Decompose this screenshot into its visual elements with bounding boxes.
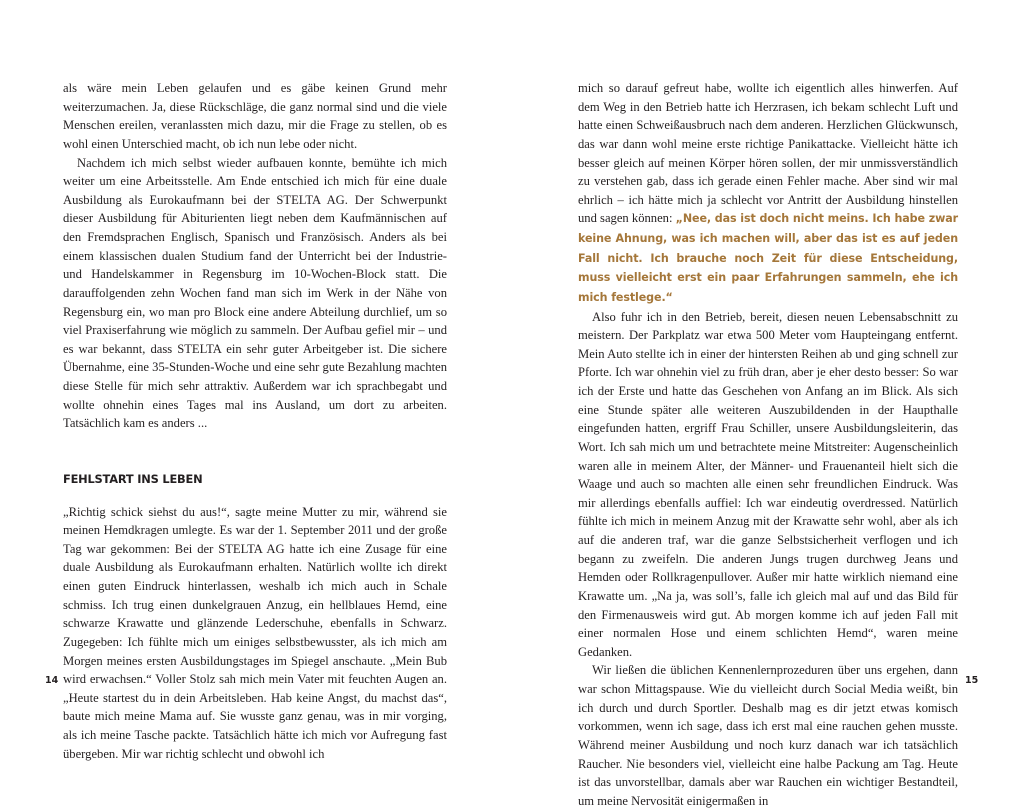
section-heading: FEHLSTART INS LEBEN (63, 471, 203, 486)
page-number: 15 (965, 675, 979, 686)
right-text-column (578, 79, 958, 810)
paragraph: Wir ließen die üblichen Kennenlernprozeduren über uns ergehen, dann war schon Mittagspause. Wie du vielleicht durch Social Media weißt, bin ich durch und durch Sportler. Deshalb mag es dir jetzt etwas komisch vorkommen, wenn ich sage, dass ich erst mal eine rauchen gehen musste. Während meiner Ausbildung und noch kurz danach war ich tatsächlich Raucher. Nie besonders viel, vielleicht eine halbe Packung am Tag. Heute ist das unvorstellbar, damals aber war Rauchen ein wichtiger Bestandteil, um meine Nervosität einigermaßen in (578, 663, 958, 808)
page-number: 14 (45, 675, 59, 686)
paragraph (578, 79, 958, 308)
left-page (0, 0, 510, 761)
paragraph: Nachdem ich mich selbst wieder aufbauen konnte, bemühte ich mich weiter um eine Arbeitsstelle. Am Ende entschied ich mich für eine duale Ausbildung als Eurokaufmann bei der STELTA AG. Der Schwerpunkt dieser Ausbildung für Abiturienten liegt neben dem Kaufmännischen auf den Fremdsprachen Englisch, Spanisch und Französisch. Anders als bei einem klassischen dualen Studium fand der Unterricht bei der Industrie- und Handelskammer in Regensburg im 10-Wochen-Block statt. Die darauffolgenden zehn Wochen fand man sich im Werk in der Nähe von Regensburg ein, wo man pro Block eine andere Abteilung durchlief, um so viel Praxiserfahrung wie möglich zu sammeln. Der Aufbau gefiel mir – und es war bekannt, dass STELTA ein sehr guter Arbeitgeber ist. Die sichere Übernahme, eine 35-Stunden-Woche und eine sehr gute Bezahlung machten diese Stelle für mich sehr attraktiv. Außerdem war ich sprachbegabt und wollte ohnehin eines Tages mal ins Ausland, um dort zu arbeiten. Tatsächlich kam es anders ... (63, 155, 448, 431)
paragraph: als wäre mein Leben gelaufen und es gäbe keinen Grund mehr weiterzumachen. Ja, diese Rückschläge, die ganz normal sind und die viele Menschen ereilen, veranlassten mich dazu, mir die Frage zu stellen, ob es wohl einen Unterschied macht, ob ich nun lebe oder nicht. (63, 81, 447, 151)
spacer (63, 433, 447, 470)
highlighted-quote: „Nee, das ist doch nicht meins. Ich habe zwar keine Ahnung, was ich machen will, aber das ist es auf jeden Fall nicht. Ich brauche noch Zeit für diese Entscheidung, muss vielleicht erst ein paar Erfahrungen sammeln, ehe ich mich festlege.“ (578, 212, 958, 304)
paragraph: „Richtig schick siehst du aus!“, sagte meine Mutter zu mir, während sie meinen Hemdkragen umlegte. Es war der 1. September 2011 und der große Tag war gekommen: Bei der STELTA AG hatte ich eine Zusage für eine duale Ausbildung als Eurokaufmann erhalten. Natürlich wollte ich direkt einen guten Eindruck hinterlassen, weshalb ich mich auch in Schale schmiss. Ich trug einen dunkelgrauen Anzug, ein hellblaues Hemd, eine schwarze Krawatte und glänzende Lederschuhe, ebenfalls in Schwarz. Zugegeben: Ich fühlte mich um einiges selbstbewusster, als ich mich am Morgen meines ersten Ausbildungstages im Spiegel anschaute. „Mein Bub wird erwachsen.“ Voller Stolz sah mich mein Vater mit feuchten Augen an. „Heute startest du in dein Arbeitsleben. Hab keine Angst, du machst das“, baute mich meine Mama auf. Sie wusste ganz genau, was in mir vorging, als ich meine Tasche packte. Tatsächlich hätte ich mich vor Aufregung fast übergeben. Mir war richtig schlecht und obwohl ich (63, 504, 447, 761)
right-page (510, 0, 1020, 808)
paragraph: Also fuhr ich in den Betrieb, bereit, diesen neuen Lebensabschnitt zu meistern. Der Parkplatz war etwa 500 Meter vom Haupteingang entfernt. Mein Auto stellte ich in einer der hintersten Reihen ab und ging schnell zur Pforte. Ich war ohnehin viel zu früh dran, aber je eher desto besser: So war ich der Erste und hatte das Geschehen von Anfang an im Blick. Als sich eine Stunde später alle weiteren Auszubildenden in der Haupthalle eingefunden hatten, ergriff Frau Schiller, unsere Ausbildungsleiterin, das Wort. Ich sah mich um und betrachtete meine Mitstreiter: Augenscheinlich waren alle in meinem Alter, der Männer- und Frauenanteil hielt sich die Waage und auch so machten alle einen sehr freundlichen Eindruck. Was mir allerdings ebenfalls auffiel: Ich war eindeutig overdressed. Natürlich fühlte ich mich in meinem Anzug mit der Krawatte sehr wohl, aber als ich auf die anderen traf, war die ganze Selbstsicherheit verflogen und ich begann zu zweifeln. Die anderen Jungs trugen durchweg Jeans und Hemden oder Rollkragenpullover. Außer mir hatte wirklich niemand eine Krawatte um. „Na ja, was soll’s, falle ich gleich mal auf und das Bild für den Firmenausweis wird gut. Ab morgen komme ich auf jeden Fall mit einer normalen Hose und einem schlichten Hemd“, waren meine Gedanken. (578, 309, 958, 659)
paragraph-text: mich so darauf gefreut habe, wollte ich eigentlich alles hinwerfen. Auf dem Weg in den Betrieb hatte ich Herzrasen, ich bekam schlecht Luft und hatte einen Schweißausbruch nach dem anderen. Herzlichen Glückwunsch, das war dann wohl meine erste richtige Panikattacke. Vielleicht hätte ich besser gleich auf meinen Körper hören sollen, der mir unmissverständlich zu verstehen gab, dass ich gerade einen Fehler mache. Aber sind wir mal ehrlich – ich hätte mich ja schlecht vor Antritt der Ausbildung hinstellen und sagen können: (578, 81, 958, 226)
spacer (63, 489, 447, 503)
left-text-column (63, 79, 447, 763)
